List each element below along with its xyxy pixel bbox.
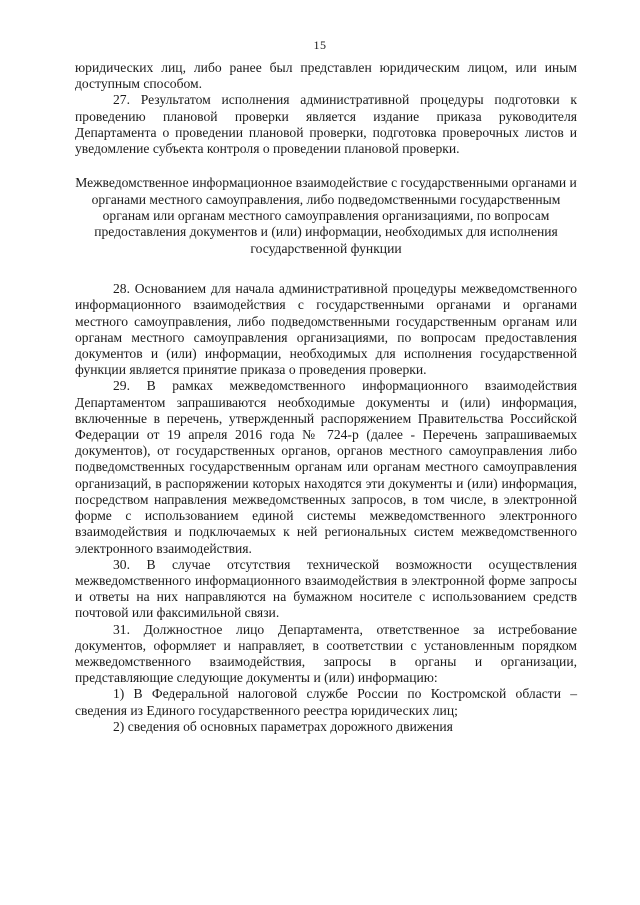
paragraph-29: 29. В рамках межведомственного информационного взаимодействия Департаментом запрашиваются необходимые документы и (или) информация, включенные в перечень, утвержденный распоряжением Правительства Российской Федерации от 19 апреля 2016 года № 724-р (далее - Перечень запрашиваемых документов), от государственных органов, органов местного самоуправления либо подведомственных государственным органам или органам местного самоуправления организаций, в распоряжении которых находятся эти документы и (или) информация, посредством направления межведомственных запросов, в том числе, в электронной форме с использованием единой системы межведомственного электронного взаимодействия и подключаемых к ней региональных систем межведомственного электронного взаимодействия. (75, 378, 577, 556)
page-number: 15 (313, 38, 327, 52)
paragraph-continuation: юридических лиц, либо ранее был представлен юридическим лицом, или иным доступным способом. (75, 60, 577, 92)
list-item-2: 2) сведения об основных параметрах дорожного движения (113, 718, 453, 734)
page-content (75, 60, 577, 735)
list-item-1: 1) В Федеральной налоговой службе России по Костромской области – сведения из Единого государственного реестра юридических лиц; (75, 686, 577, 718)
paragraph-31: 31. Должностное лицо Департамента, ответственное за истребование документов, оформляет и направляет, в соответствии с установленным порядком межведомственного взаимодействия, запросы в органы и организации, представляющие следующие документы и (или) информацию: (75, 621, 577, 686)
paragraph-27: 27. Результатом исполнения административной процедуры подготовки к проведению плановой проверки является издание приказа руководителя Департамента о проведении плановой проверки, подготовка проверочных листов и уведомление субъекта контроля о проведении плановой проверки. (75, 92, 577, 157)
paragraph-30: 30. В случае отсутствия технической возможности осуществления межведомственного информационного взаимодействия в электронной форме запросы и ответы на них направляются на бумажном носителе с использованием средств почтовой или факсимильной связи. (75, 556, 577, 621)
section-heading: Межведомственное информационное взаимодействие с государственными органами и органами местного самоуправления, либо подведомственными государственным органам или органам местного самоуправления организациями, по вопросам предоставления документов и (или) информации, необходимых для исполнения государственной функции (75, 175, 577, 256)
paragraph-28: 28. Основанием для начала административной процедуры межведомственного информационного взаимодействия с государственными органами и органами местного самоуправления, либо подведомственными государственным органам или органам местного самоуправления организациями, по вопросам предоставления документов и (или) информации, необходимых для исполнения государственной функции является принятие приказа о проведения проверки. (75, 281, 577, 378)
